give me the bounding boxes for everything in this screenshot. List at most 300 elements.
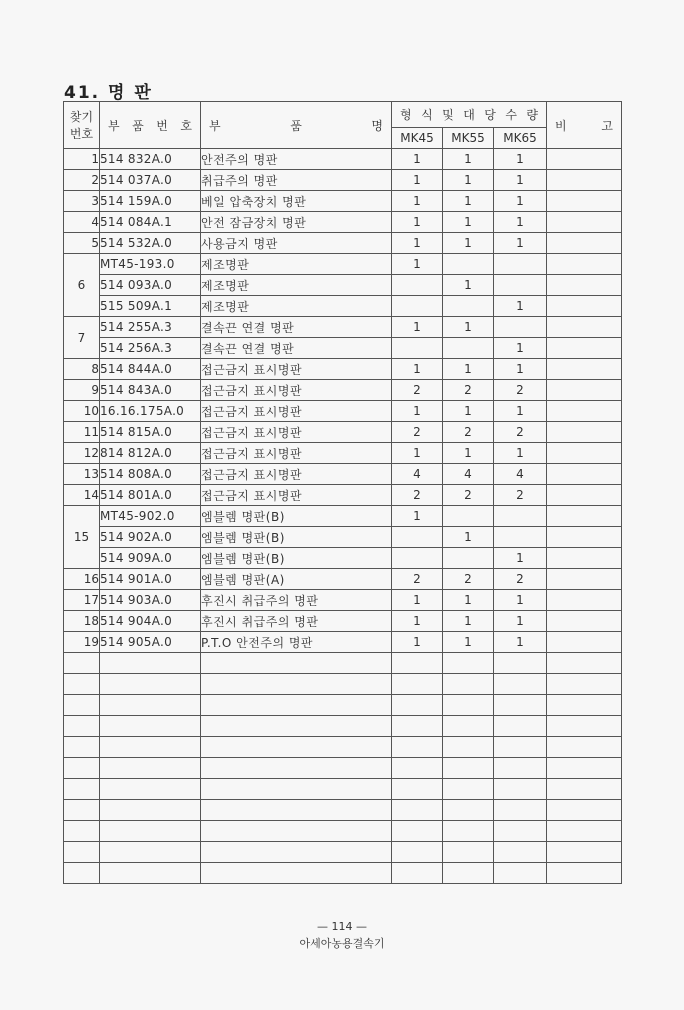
item-number: 8	[64, 359, 100, 380]
empty-row	[64, 779, 622, 800]
empty-cell	[201, 674, 392, 695]
part-number: 514 904A.0	[100, 611, 201, 632]
qty-mk45: 1	[392, 212, 443, 233]
remark-cell	[547, 275, 622, 296]
part-name: 접근금지 표시명판	[201, 464, 392, 485]
empty-cell	[201, 695, 392, 716]
item-number: 10	[64, 401, 100, 422]
header-quantity-group-label	[392, 106, 546, 123]
part-name: 안전주의 명판	[201, 149, 392, 170]
table-row	[64, 401, 622, 422]
empty-row	[64, 758, 622, 779]
part-name: 사용금지 명판	[201, 233, 392, 254]
empty-cell	[443, 674, 494, 695]
part-name: 후진시 취급주의 명판	[201, 611, 392, 632]
table-row	[64, 464, 622, 485]
header-char: 품	[132, 118, 144, 133]
remark-cell	[547, 149, 622, 170]
empty-cell	[494, 695, 547, 716]
qty-mk65	[494, 275, 547, 296]
table-row	[64, 149, 622, 170]
empty-cell	[494, 758, 547, 779]
empty-cell	[201, 653, 392, 674]
table-row	[64, 485, 622, 506]
empty-cell	[100, 800, 201, 821]
item-number: 12	[64, 443, 100, 464]
qty-mk45	[392, 527, 443, 548]
qty-mk45	[392, 296, 443, 317]
part-number: 514 037A.0	[100, 170, 201, 191]
qty-mk45: 1	[392, 170, 443, 191]
qty-mk55: 2	[443, 380, 494, 401]
qty-mk55: 1	[443, 317, 494, 338]
table-row	[64, 317, 622, 338]
empty-cell	[547, 863, 622, 884]
part-name: 엠블렘 명판(B)	[201, 506, 392, 527]
empty-row	[64, 674, 622, 695]
header-remark-label	[547, 117, 621, 134]
part-number: 514 903A.0	[100, 590, 201, 611]
qty-mk65: 1	[494, 632, 547, 653]
remark-cell	[547, 485, 622, 506]
header-char: 수	[505, 108, 517, 122]
item-number: 19	[64, 632, 100, 653]
header-part-number	[100, 102, 201, 149]
remark-cell	[547, 296, 622, 317]
part-number: 514 256A.3	[100, 338, 201, 359]
table-row	[64, 569, 622, 590]
empty-cell	[547, 695, 622, 716]
part-number: 514 902A.0	[100, 527, 201, 548]
part-name: 제조명판	[201, 254, 392, 275]
empty-cell	[64, 737, 100, 758]
empty-cell	[494, 863, 547, 884]
empty-cell	[494, 779, 547, 800]
header-quantity-group	[392, 102, 547, 128]
empty-cell	[547, 821, 622, 842]
remark-cell	[547, 548, 622, 569]
empty-cell	[547, 653, 622, 674]
qty-mk45: 1	[392, 359, 443, 380]
header-char: 비	[555, 118, 567, 133]
empty-cell	[64, 716, 100, 737]
qty-mk45: 1	[392, 506, 443, 527]
qty-mk55: 1	[443, 233, 494, 254]
empty-cell	[547, 842, 622, 863]
part-name: 접근금지 표시명판	[201, 401, 392, 422]
part-name: 제조명판	[201, 296, 392, 317]
empty-cell	[392, 737, 443, 758]
qty-mk65: 1	[494, 338, 547, 359]
qty-mk55	[443, 506, 494, 527]
remark-cell	[547, 569, 622, 590]
qty-mk55: 1	[443, 191, 494, 212]
publisher-name: 아세아농용결속기	[299, 937, 385, 950]
qty-mk65: 1	[494, 191, 547, 212]
qty-mk65: 2	[494, 569, 547, 590]
qty-mk55: 1	[443, 632, 494, 653]
empty-cell	[443, 695, 494, 716]
item-number: 3	[64, 191, 100, 212]
empty-cell	[494, 716, 547, 737]
empty-cell	[100, 758, 201, 779]
remark-cell	[547, 233, 622, 254]
table-row	[64, 590, 622, 611]
empty-row	[64, 653, 622, 674]
part-name: 접근금지 표시명판	[201, 380, 392, 401]
header-remark	[547, 102, 622, 149]
table-row	[64, 443, 622, 464]
remark-cell	[547, 338, 622, 359]
qty-mk55	[443, 338, 494, 359]
qty-mk65: 2	[494, 380, 547, 401]
empty-row	[64, 716, 622, 737]
parts-table	[63, 101, 622, 884]
part-name: 접근금지 표시명판	[201, 359, 392, 380]
header-part-name-label	[201, 117, 391, 134]
qty-mk45: 1	[392, 611, 443, 632]
empty-cell	[64, 842, 100, 863]
qty-mk65: 4	[494, 464, 547, 485]
part-name: 결속끈 연결 명판	[201, 338, 392, 359]
part-number: 514 159A.0	[100, 191, 201, 212]
part-name: 베일 압축장치 명판	[201, 191, 392, 212]
item-number: 11	[64, 422, 100, 443]
qty-mk45: 2	[392, 380, 443, 401]
qty-mk45: 1	[392, 149, 443, 170]
part-name: 제조명판	[201, 275, 392, 296]
remark-cell	[547, 443, 622, 464]
header-model-mk45: MK45	[392, 128, 443, 149]
remark-cell	[547, 506, 622, 527]
empty-cell	[392, 800, 443, 821]
part-number: 514 255A.3	[100, 317, 201, 338]
qty-mk55: 1	[443, 212, 494, 233]
empty-cell	[64, 653, 100, 674]
part-name: 안전 잠금장치 명판	[201, 212, 392, 233]
qty-mk65: 1	[494, 443, 547, 464]
empty-cell	[547, 800, 622, 821]
empty-cell	[443, 821, 494, 842]
table-row	[64, 338, 622, 359]
table-row	[64, 296, 622, 317]
part-number: 514 832A.0	[100, 149, 201, 170]
empty-cell	[494, 800, 547, 821]
empty-cell	[100, 737, 201, 758]
empty-cell	[64, 674, 100, 695]
empty-cell	[100, 863, 201, 884]
qty-mk45: 1	[392, 632, 443, 653]
qty-mk65: 1	[494, 212, 547, 233]
part-number: 814 812A.0	[100, 443, 201, 464]
part-name: 후진시 취급주의 명판	[201, 590, 392, 611]
empty-cell	[392, 842, 443, 863]
qty-mk55: 1	[443, 359, 494, 380]
part-number: 514 084A.1	[100, 212, 201, 233]
empty-cell	[443, 800, 494, 821]
empty-cell	[547, 674, 622, 695]
qty-mk55: 1	[443, 149, 494, 170]
part-number: 514 843A.0	[100, 380, 201, 401]
part-name: P.T.O 안전주의 명판	[201, 632, 392, 653]
qty-mk45: 1	[392, 254, 443, 275]
empty-cell	[100, 842, 201, 863]
empty-cell	[392, 779, 443, 800]
empty-cell	[547, 758, 622, 779]
item-number: 6	[64, 254, 100, 317]
qty-mk55: 1	[443, 275, 494, 296]
empty-cell	[64, 779, 100, 800]
part-number: MT45-902.0	[100, 506, 201, 527]
part-number: 514 801A.0	[100, 485, 201, 506]
empty-cell	[100, 674, 201, 695]
page-title: 41. 명 판	[64, 83, 153, 103]
qty-mk45	[392, 275, 443, 296]
remark-cell	[547, 359, 622, 380]
header-char: 고	[601, 118, 613, 133]
empty-cell	[547, 737, 622, 758]
qty-mk45: 2	[392, 485, 443, 506]
part-number: MT45-193.0	[100, 254, 201, 275]
empty-cell	[201, 842, 392, 863]
empty-cell	[443, 779, 494, 800]
empty-cell	[64, 695, 100, 716]
table-header	[64, 102, 622, 149]
empty-cell	[443, 716, 494, 737]
empty-row	[64, 863, 622, 884]
qty-mk55	[443, 254, 494, 275]
empty-cell	[443, 842, 494, 863]
empty-cell	[201, 779, 392, 800]
empty-cell	[547, 779, 622, 800]
qty-mk45: 1	[392, 191, 443, 212]
header-char: 부	[108, 118, 120, 133]
qty-mk55: 2	[443, 422, 494, 443]
qty-mk45: 1	[392, 443, 443, 464]
qty-mk65: 1	[494, 296, 547, 317]
empty-cell	[392, 674, 443, 695]
qty-mk65: 1	[494, 359, 547, 380]
part-name: 엠블렘 명판(B)	[201, 548, 392, 569]
part-name: 취급주의 명판	[201, 170, 392, 191]
empty-cell	[547, 716, 622, 737]
header-item-no-line2: 번호	[69, 127, 94, 141]
table-row	[64, 380, 622, 401]
qty-mk65: 1	[494, 170, 547, 191]
part-name: 엠블렘 명판(A)	[201, 569, 392, 590]
qty-mk65: 1	[494, 590, 547, 611]
empty-row	[64, 821, 622, 842]
empty-cell	[100, 779, 201, 800]
qty-mk55: 2	[443, 569, 494, 590]
header-char: 량	[526, 108, 538, 122]
empty-row	[64, 695, 622, 716]
qty-mk65	[494, 506, 547, 527]
qty-mk45: 2	[392, 569, 443, 590]
header-model-mk65: MK65	[494, 128, 547, 149]
empty-cell	[494, 653, 547, 674]
empty-row	[64, 800, 622, 821]
header-char: 당	[484, 108, 496, 122]
table-row	[64, 191, 622, 212]
part-number: 515 509A.1	[100, 296, 201, 317]
table-row	[64, 275, 622, 296]
header-char: 번	[156, 118, 168, 133]
table-row	[64, 632, 622, 653]
part-number: 514 093A.0	[100, 275, 201, 296]
part-name: 접근금지 표시명판	[201, 422, 392, 443]
item-number: 17	[64, 590, 100, 611]
qty-mk55: 2	[443, 485, 494, 506]
qty-mk55	[443, 296, 494, 317]
header-char: 식	[421, 108, 433, 122]
qty-mk45	[392, 338, 443, 359]
qty-mk65: 1	[494, 401, 547, 422]
header-char: 대	[463, 108, 475, 122]
empty-cell	[443, 863, 494, 884]
empty-cell	[64, 863, 100, 884]
part-number: 16.16.175A.0	[100, 401, 201, 422]
empty-cell	[494, 737, 547, 758]
header-char: 형	[400, 108, 412, 122]
remark-cell	[547, 590, 622, 611]
part-name: 엠블렘 명판(B)	[201, 527, 392, 548]
part-number: 514 901A.0	[100, 569, 201, 590]
qty-mk55: 1	[443, 590, 494, 611]
qty-mk65	[494, 317, 547, 338]
empty-cell	[392, 653, 443, 674]
remark-cell	[547, 632, 622, 653]
qty-mk55: 1	[443, 401, 494, 422]
empty-cell	[201, 821, 392, 842]
item-number: 2	[64, 170, 100, 191]
header-char: 품	[290, 118, 302, 133]
header-item-no	[64, 102, 100, 149]
qty-mk45: 1	[392, 233, 443, 254]
item-number: 7	[64, 317, 100, 359]
remark-cell	[547, 380, 622, 401]
part-number: 514 815A.0	[100, 422, 201, 443]
header-part-name	[201, 102, 392, 149]
page-number: — 114 —	[317, 920, 367, 933]
remark-cell	[547, 170, 622, 191]
empty-cell	[64, 821, 100, 842]
item-number: 16	[64, 569, 100, 590]
item-number: 13	[64, 464, 100, 485]
empty-row	[64, 737, 622, 758]
remark-cell	[547, 464, 622, 485]
qty-mk65	[494, 527, 547, 548]
header-char: 및	[442, 108, 454, 122]
table-row	[64, 422, 622, 443]
part-name: 접근금지 표시명판	[201, 443, 392, 464]
table-row	[64, 359, 622, 380]
header-item-no-line1: 찾기	[69, 110, 94, 124]
item-number: 14	[64, 485, 100, 506]
empty-row	[64, 842, 622, 863]
empty-cell	[201, 716, 392, 737]
qty-mk45	[392, 548, 443, 569]
part-name: 결속끈 연결 명판	[201, 317, 392, 338]
empty-cell	[100, 821, 201, 842]
empty-cell	[201, 758, 392, 779]
part-name: 접근금지 표시명판	[201, 485, 392, 506]
table-row	[64, 548, 622, 569]
remark-cell	[547, 191, 622, 212]
header-char: 부	[209, 118, 221, 133]
empty-cell	[443, 737, 494, 758]
qty-mk45: 1	[392, 590, 443, 611]
qty-mk65: 1	[494, 611, 547, 632]
qty-mk55	[443, 548, 494, 569]
qty-mk55: 1	[443, 170, 494, 191]
qty-mk45: 1	[392, 401, 443, 422]
empty-cell	[392, 716, 443, 737]
qty-mk45: 2	[392, 422, 443, 443]
qty-mk55: 1	[443, 611, 494, 632]
empty-cell	[392, 758, 443, 779]
table-row	[64, 212, 622, 233]
qty-mk65: 1	[494, 548, 547, 569]
empty-cell	[443, 653, 494, 674]
empty-cell	[64, 758, 100, 779]
empty-cell	[494, 674, 547, 695]
remark-cell	[547, 401, 622, 422]
empty-cell	[392, 695, 443, 716]
part-number: 514 909A.0	[100, 548, 201, 569]
empty-cell	[100, 716, 201, 737]
header-part-number-label	[100, 117, 200, 134]
qty-mk55: 1	[443, 443, 494, 464]
item-number: 18	[64, 611, 100, 632]
part-number: 514 844A.0	[100, 359, 201, 380]
empty-cell	[392, 863, 443, 884]
empty-cell	[201, 863, 392, 884]
qty-mk65: 2	[494, 485, 547, 506]
qty-mk45: 1	[392, 317, 443, 338]
empty-cell	[494, 842, 547, 863]
empty-cell	[201, 800, 392, 821]
empty-cell	[443, 758, 494, 779]
item-number: 4	[64, 212, 100, 233]
table-row	[64, 254, 622, 275]
empty-cell	[392, 821, 443, 842]
part-number: 514 808A.0	[100, 464, 201, 485]
remark-cell	[547, 317, 622, 338]
table-row	[64, 170, 622, 191]
remark-cell	[547, 527, 622, 548]
table-row	[64, 527, 622, 548]
empty-cell	[100, 695, 201, 716]
part-number: 514 905A.0	[100, 632, 201, 653]
qty-mk65: 2	[494, 422, 547, 443]
qty-mk65	[494, 254, 547, 275]
qty-mk65: 1	[494, 233, 547, 254]
remark-cell	[547, 611, 622, 632]
item-number: 9	[64, 380, 100, 401]
empty-cell	[201, 737, 392, 758]
item-number: 5	[64, 233, 100, 254]
empty-cell	[64, 800, 100, 821]
header-model-mk55: MK55	[443, 128, 494, 149]
qty-mk45: 4	[392, 464, 443, 485]
remark-cell	[547, 212, 622, 233]
qty-mk55: 1	[443, 527, 494, 548]
header-char: 호	[180, 118, 192, 133]
empty-cell	[100, 653, 201, 674]
item-number: 1	[64, 149, 100, 170]
item-number: 15	[64, 506, 100, 569]
